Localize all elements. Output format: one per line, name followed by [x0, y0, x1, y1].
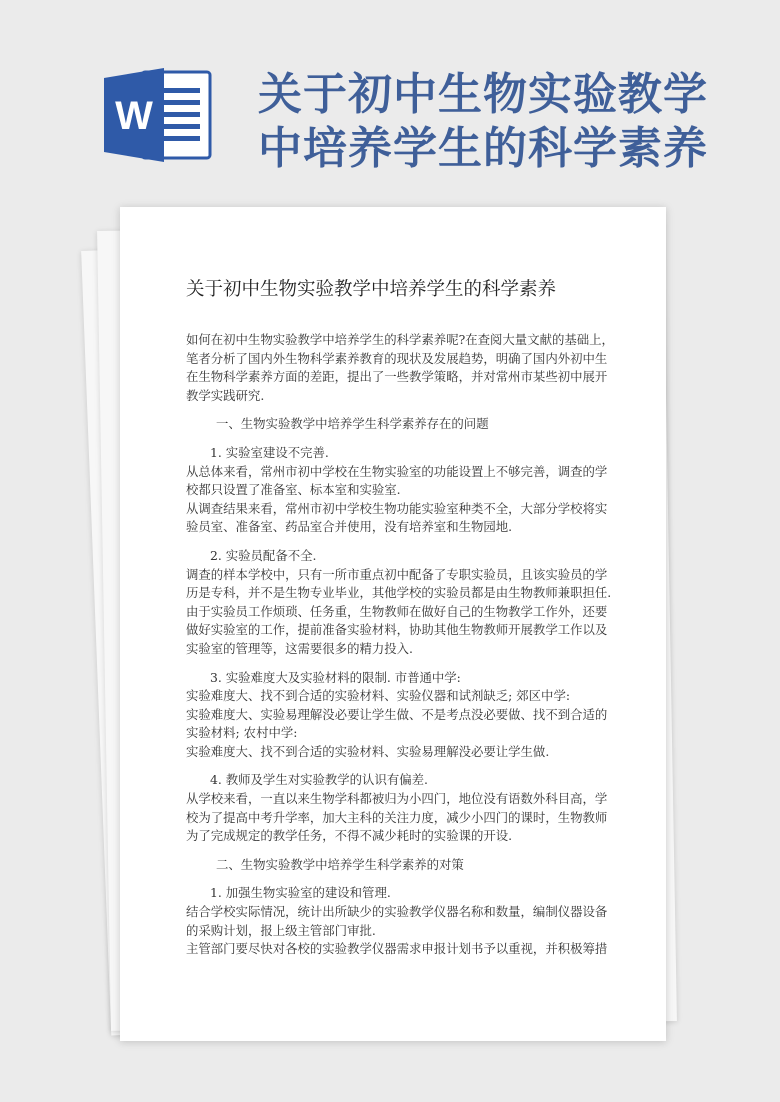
s1-item-3-title: 3. 实验难度大及实验材料的限制. 市普通中学:	[210, 669, 461, 685]
s1-item-4-title: 4. 教师及学生对实验教学的认识有偏差.	[210, 772, 428, 788]
s1-item-4-paragraph: 从学校来看，一直以来生物学科都被归为小四门，地位没有语数外科目高，学校为了提高中考升学率，加大主科的关注力度，减少小四门的课时，生物教师为了完成规定的教学任务，不得不减少耗时的实验课的开设.	[186, 791, 608, 844]
document-title: 关于初中生物实验教学中培养学生的科学素养	[186, 279, 557, 300]
word-document-icon	[104, 66, 214, 164]
banner-title-line-1: 关于初中生物实验教学	[258, 69, 708, 120]
document-body	[186, 331, 616, 959]
intro-paragraph: 如何在初中生物实验教学中培养学生的科学素养呢?在查阅大量文献的基础上，笔者分析了国内外生物科学素养教育的现状及发展趋势，明确了国内外初中生在生物科学素养方面的差距，提出了一些教学策略，并对常州市某些初中展开教学实践研究.	[186, 332, 614, 403]
s1-item-3-line-1: 实验难度大、找不到合适的实验材料、实验仪器和试剂缺乏; 郊区中学:	[186, 688, 571, 704]
s2-item-1-paragraph-2: 主管部门要尽快对各校的实验教学仪器需求申报计划书予以重视，并积极筹措	[186, 941, 608, 957]
banner-title-line-2: 中培养学生的科学素养	[258, 123, 708, 174]
s1-item-2-title: 2. 实验员配备不全.	[210, 547, 317, 563]
section-1-heading: 一、生物实验教学中培养学生科学素养存在的问题	[216, 416, 489, 432]
s1-item-1-paragraph-2: 从调查结果来看，常州市初中学校生物功能实验室种类不全，大部分学校将实验员室、准备室、药品室合并使用，没有培养室和生物园地.	[186, 500, 608, 535]
s1-item-1-paragraph-1: 从总体来看，常州市初中学校在生物实验室的功能设置上不够完善，调查的学校都只设置了准备室、标本室和实验室.	[186, 463, 608, 498]
page-header	[0, 0, 780, 200]
s1-item-3-line-3: 实验难度大、找不到合适的实验材料、实验易理解没必要让学生做.	[186, 743, 550, 759]
icon-letter: W	[115, 94, 153, 138]
s1-item-2-paragraph: 调查的样本学校中，只有一所市重点初中配备了专职实验员，且该实验员的学历是专科，并不是生物专业毕业，其他学校的实验员都是由生物教师兼职担任.由于实验员工作烦琐、任务重，生物教师在做好自己的生物教学工作外，还要做好实验室的工作，提前准备实验材料，协助其他生物教师开展教学工作以及实验室的管理等，这需要很多的精力投入.	[186, 566, 612, 656]
s1-item-1-title: 1. 实验室建设不完善.	[210, 444, 329, 460]
s1-item-3-line-2: 实验难度大、实验易理解没必要让学生做、不是考点没必要做、找不到合适的实验材料; 农村中学:	[186, 706, 608, 741]
s2-item-1-title: 1. 加强生物实验室的建设和管理.	[210, 885, 391, 901]
s2-item-1-paragraph-1: 结合学校实际情况，统计出所缺少的实验教学仪器名称和数量，编制仪器设备的采购计划，报上级主管部门审批.	[186, 904, 608, 938]
section-2-heading: 二、生物实验教学中培养学生科学素养的对策	[216, 856, 464, 872]
document-page	[120, 207, 666, 1041]
